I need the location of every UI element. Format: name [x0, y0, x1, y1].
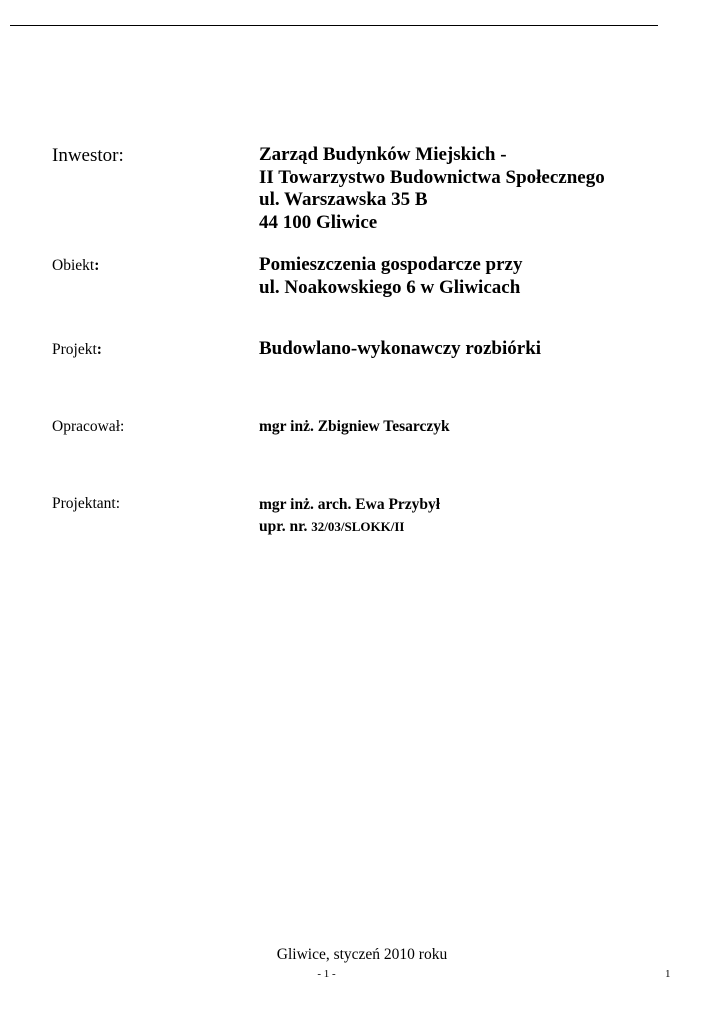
- projektant-name: mgr inż. arch. Ewa Przybył: [259, 496, 441, 513]
- footer-page-marker: - 1 -: [317, 968, 336, 980]
- opracowal-value: mgr inż. Zbigniew Tesarczyk: [259, 418, 450, 435]
- projektant-value: [259, 494, 440, 538]
- projektant-label: Projektant:: [52, 495, 121, 512]
- obiekt-label-text: Obiekt: [52, 257, 95, 274]
- projekt-label: [52, 341, 102, 359]
- projekt-label-text: Projekt: [52, 341, 97, 358]
- inwestor-line-1: Zarząd Budynków Miejskich -: [259, 144, 507, 165]
- inwestor-line-2: II Towarzystwo Budownictwa Społecznego: [259, 166, 605, 188]
- obiekt-value: [259, 254, 522, 299]
- projektant-upr-number: 32/03/SLOKK/II: [311, 519, 405, 534]
- projektant-upr-prefix: upr. nr.: [259, 518, 312, 535]
- projektant-upr: [259, 516, 440, 538]
- inwestor-label: Inwestor:: [52, 145, 124, 166]
- inwestor-line-4: 44 100 Gliwice: [259, 211, 378, 233]
- top-horizontal-rule: [10, 25, 658, 26]
- opracowal-label: Opracował:: [52, 418, 125, 435]
- inwestor-value: [259, 144, 605, 234]
- obiekt-label-colon: :: [94, 257, 100, 274]
- footer-place-date: Gliwice, styczeń 2010 roku: [276, 946, 448, 963]
- projekt-label-colon: :: [96, 341, 102, 358]
- obiekt-label: [52, 257, 99, 275]
- obiekt-line-1: Pomieszczenia gospodarcze przy: [259, 254, 523, 275]
- projekt-value: Budowlano-wykonawczy rozbiórki: [259, 338, 542, 359]
- inwestor-line-3: ul. Warszawska 35 B: [259, 189, 428, 210]
- obiekt-line-2: ul. Noakowskiego 6 w Gliwicach: [259, 276, 521, 298]
- footer-corner-page-number: 1: [665, 968, 671, 980]
